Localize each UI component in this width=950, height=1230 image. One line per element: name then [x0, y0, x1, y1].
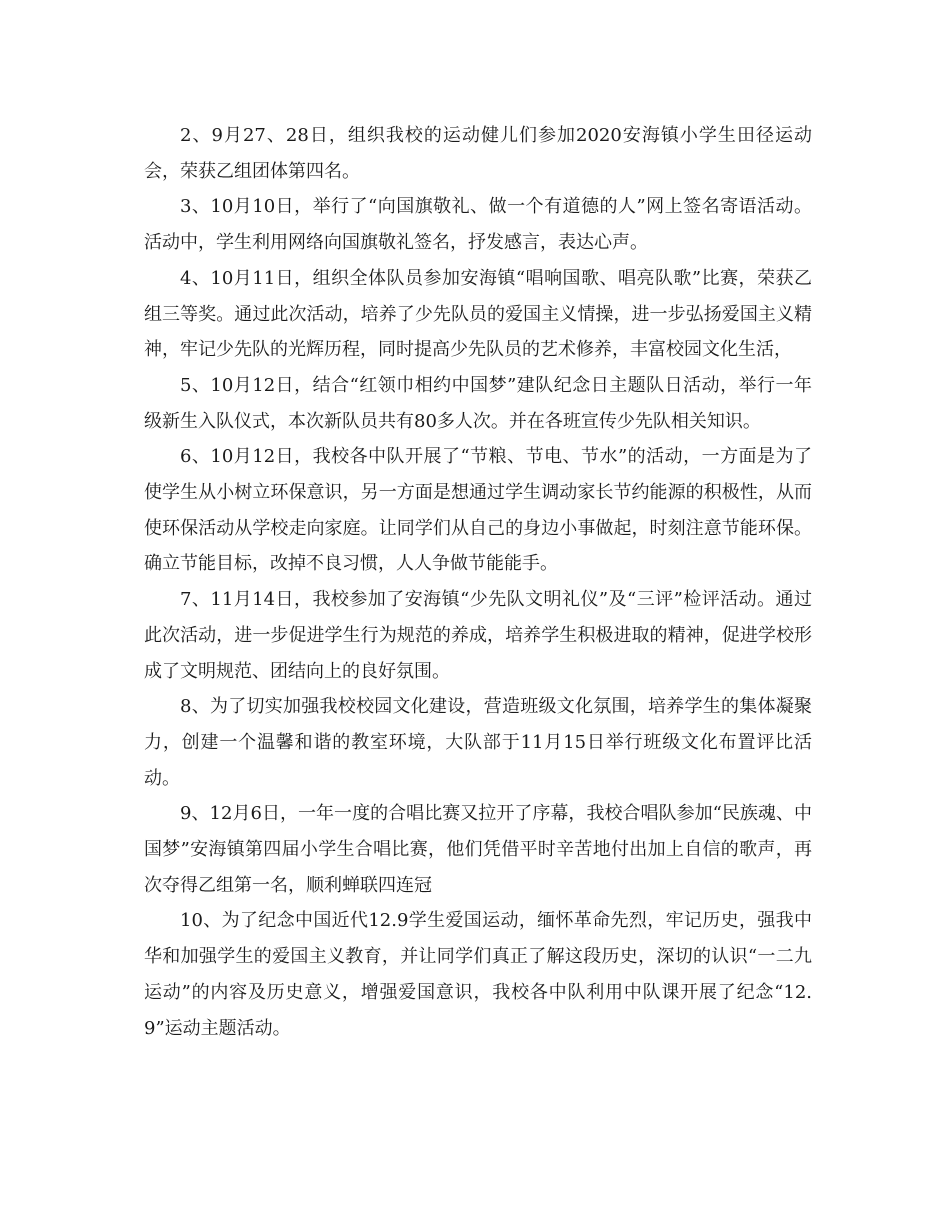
paragraph-4: 4、10月11日，组织全体队员参加安海镇“唱响国歌、唱亮队歌”比赛，荣获乙组三等奖。通过此次活动，培养了少先队员的爱国主义情操，进一步弘扬爱国主义精神，牢记少先队的光辉历程，同时提高少先队员的艺术修养，丰富校园文化生活，: [144, 267, 812, 361]
paragraph-9: 9、12月6日，一年一度的合唱比赛又拉开了序幕，我校合唱队参加“民族魂、中国梦”安海镇第四届小学生合唱比赛，他们凭借平时辛苦地付出加上自信的歌声，再次夺得乙组第一名，顺利蝉联四连冠: [144, 803, 812, 896]
paragraph-6: 6、10月12日，我校各中队开展了“节粮、节电、节水”的活动，一方面是为了使学生从小树立环保意识，另一方面是想通过学生调动家长节约能源的积极性，从而使环保活动从学校走向家庭。让同学们从自己的身边小事做起，时刻注意节能环保。确立节能目标，改掉不良习惯，人人争做节能能手。: [144, 446, 812, 575]
document-body: [144, 118, 812, 1046]
paragraph-10: 10、为了纪念中国近代12.9学生爱国运动，缅怀革命先烈，牢记历史，强我中华和加强学生的爱国主义教育，并让同学们真正了解这段历史，深切的认识“一二九运动”的内容及历史意义，增强爱国意识，我校各中队利用中队课开展了纪念“12.9”运动主题活动。: [144, 910, 812, 1039]
paragraph-8: 8、为了切实加强我校校园文化建设，营造班级文化氛围，培养学生的集体凝聚力，创建一个温馨和谐的教室环境，大队部于11月15日举行班级文化布置评比活动。: [144, 696, 812, 789]
paragraph-7: 7、11月14日，我校参加了安海镇“少先队文明礼仪”及“三评”检评活动。通过此次活动，进一步促进学生行为规范的养成，培养学生积极进取的精神，促进学校形成了文明规范、团结向上的良好氛围。: [144, 589, 812, 682]
paragraph-3: 3、10月10日，举行了“向国旗敬礼、做一个有道德的人”网上签名寄语活动。活动中，学生利用网络向国旗敬礼签名，抒发感言，表达心声。: [144, 196, 812, 254]
paragraph-5: 5、10月12日，结合“红领巾相约中国梦”建队纪念日主题队日活动，举行一年级新生入队仪式，本次新队员共有80多人次。并在各班宣传少先队相关知识。: [144, 374, 812, 432]
paragraph-2: 2、9月27、28日，组织我校的运动健儿们参加2020安海镇小学生田径运动会，荣获乙组团体第四名。: [144, 125, 812, 182]
